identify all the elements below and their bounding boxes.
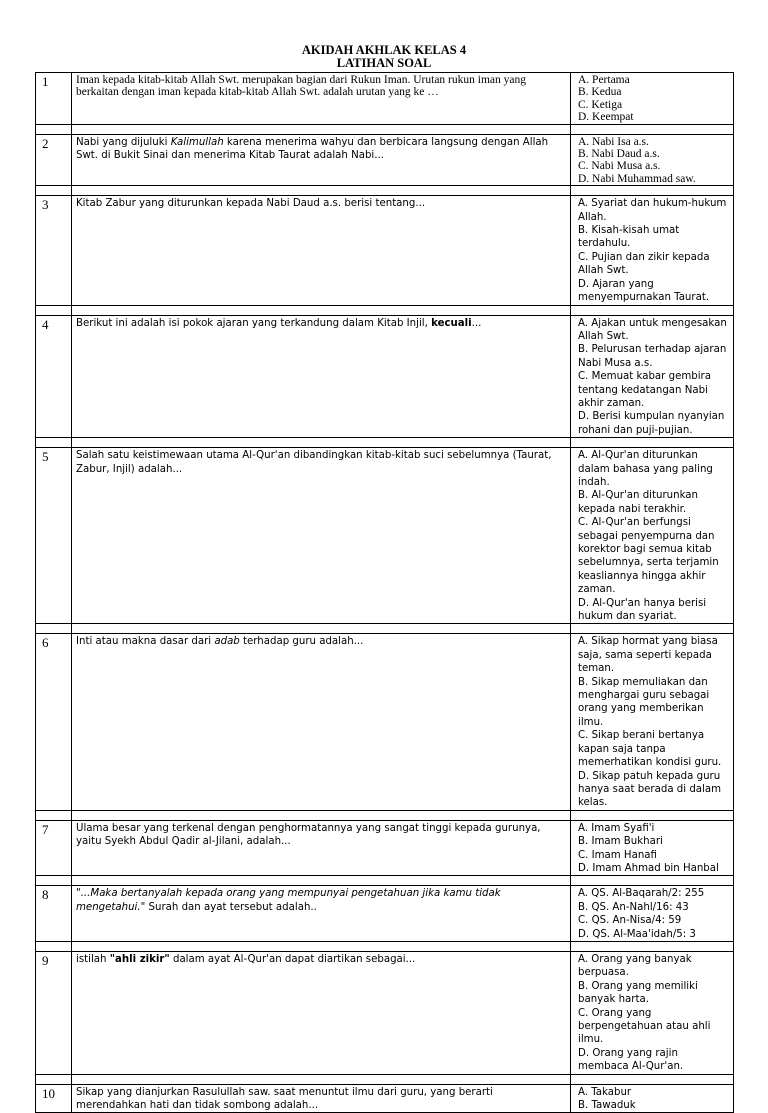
option-d: D. Berisi kumpulan nyanyian rohani dan puji-pujian. [578, 411, 725, 436]
answer-options [571, 196, 734, 305]
question-row-3 [36, 196, 734, 305]
answer-options [571, 134, 734, 186]
option-b: B. Tawaduk [578, 1100, 636, 1112]
answer-options [571, 820, 734, 876]
spacer-row [36, 1074, 734, 1084]
option-c: C. Orang yang berpengetahuan atau ahli ilmu. [578, 1007, 711, 1046]
question-row-4 [36, 315, 734, 438]
option-c: C. Memuat kabar gembira tentang kedatangan Nabi akhir zaman. [578, 371, 711, 409]
option-c: C. QS. An-Nisa/4: 59 [578, 915, 682, 927]
option-d: D. Sikap patuh kepada guru hanya saat berada di dalam kelas. [578, 770, 722, 809]
question-text: Ulama besar yang terkenal dengan penghormatannya yang sangat tinggi kepada gurunya, yaitu Syekh Abdul Qadir al-Jilani, adalah... [72, 820, 571, 876]
option-a: A. Nabi Isa a.s. [578, 135, 649, 148]
option-d: D. QS. Al-Maa'idah/5: 3 [578, 928, 696, 940]
option-a: A. Imam Syafi'i [578, 822, 655, 834]
option-c: C. Pujian dan zikir kepada Allah Swt. [578, 251, 710, 277]
question-text: Sikap yang dianjurkan Rasulullah saw. saat menuntut ilmu dari guru, yang berarti merendahkan hati dan tidak sombong adalah... [72, 1084, 571, 1113]
question-text-part: Inti atau makna dasar dari [76, 636, 215, 648]
option-c: C. Ketiga [578, 98, 623, 111]
question-row-1 [36, 73, 734, 125]
question-row-9 [36, 951, 734, 1074]
question-text-part: terhadap guru adalah... [239, 636, 364, 648]
option-c: C. Imam Hanafi [578, 849, 657, 861]
option-b: B. Pelurusan terhadap ajaran Nabi Musa a.s. [578, 344, 727, 369]
question-number: 2 [36, 134, 72, 186]
question-number: 4 [36, 315, 72, 438]
spacer-row [36, 305, 734, 315]
option-b: B. QS. An-Nahl/16: 43 [578, 901, 689, 913]
answer-options [571, 951, 734, 1074]
spacer-row [36, 810, 734, 820]
answer-options [571, 886, 734, 942]
question-text [72, 951, 571, 1074]
option-b: B. Nabi Daud a.s. [578, 148, 660, 161]
question-row-10 [36, 1084, 734, 1113]
option-a: A. Orang yang banyak berpuasa. [578, 953, 692, 979]
question-text-emphasis: kecuali [431, 317, 472, 329]
question-row-5 [36, 448, 734, 624]
option-a: A. Takabur [578, 1086, 632, 1098]
question-text-part: dalam ayat Al-Qur'an dapat diartikan sebagai... [169, 953, 416, 965]
spacer-row [36, 941, 734, 951]
question-text-part: Berikut ini adalah isi pokok ajaran yang terkandung dalam Kitab Injil, [76, 317, 432, 329]
question-number: 5 [36, 448, 72, 624]
document-subtitle: LATIHAN SOAL [336, 56, 432, 70]
option-b: B. Al-Qur'an diturunkan kepada nabi terakhir. [578, 490, 698, 515]
document-title: AKIDAH AKHLAK KELAS 4 [301, 43, 467, 57]
option-b: B. Sikap memuliakan dan menghargai guru sebagai orang yang memberikan ilmu. [578, 676, 710, 728]
question-text [72, 886, 571, 942]
question-text-emphasis: adab [214, 636, 240, 648]
question-number: 10 [36, 1084, 72, 1113]
question-text-part: istilah [76, 953, 110, 965]
option-c: C. Sikap berani bertanya kapan saja tanpa memerhatikan kondisi guru. [578, 730, 722, 769]
option-c: C. Al-Qur'an berfungsi sebagai penyempurna dan korektor bagi semua kitab sebelumnya, serta terjamin keasliannya hingga akhir zaman. [578, 517, 719, 596]
question-text [72, 634, 571, 810]
question-number: 3 [36, 196, 72, 305]
spacer-row [36, 876, 734, 886]
question-table [35, 72, 734, 1113]
question-text-emphasis: ...Maka bertanyalah kepada orang yang mempunyai pengetahuan jika kamu tidak mengetahui. [76, 888, 501, 913]
option-b: B. Orang yang memiliki banyak harta. [578, 980, 698, 1006]
option-b: B. Kedua [578, 86, 622, 99]
question-text-part: karena menerima wahyu dan berbicara langsung dengan Allah Swt. di Bukit Sinai dan menerima Kitab Taurat adalah Nabi... [76, 136, 549, 162]
answer-options [571, 315, 734, 438]
question-text: Salah satu keistimewaan utama Al-Qur'an dibandingkan kitab-kitab suci sebelumnya (Taurat, Zabur, Injil) adalah... [72, 448, 571, 624]
spacer-row [36, 186, 734, 196]
answer-options [571, 448, 734, 624]
option-d: D. Imam Ahmad bin Hanbal [578, 862, 719, 874]
answer-options [571, 634, 734, 810]
question-text-part: " [76, 888, 81, 900]
question-text-emphasis: Kalimullah [170, 136, 224, 148]
option-b: B. Imam Bukhari [578, 836, 663, 848]
question-text: Iman kepada kitab-kitab Allah Swt. merupakan bagian dari Rukun Iman. Urutan rukun iman yang berkaitan dengan iman kepada kitab-kitab Allah Swt. adalah urutan yang ke … [72, 73, 571, 125]
question-text [72, 134, 571, 186]
spacer-row [36, 624, 734, 634]
question-number: 9 [36, 951, 72, 1074]
question-text-part: ... [471, 317, 482, 329]
question-text-part: " Surah dan ayat tersebut adalah.. [140, 901, 317, 913]
option-a: A. Ajakan untuk mengesakan Allah Swt. [578, 317, 727, 342]
option-d: D. Nabi Muhammad saw. [578, 172, 696, 185]
option-a: A. QS. Al-Baqarah/2: 255 [578, 888, 705, 900]
option-c: C. Nabi Musa a.s. [578, 160, 661, 173]
question-row-7 [36, 820, 734, 876]
question-number: 1 [36, 73, 72, 125]
question-row-8 [36, 886, 734, 942]
spacer-row [36, 438, 734, 448]
answer-options [571, 1084, 734, 1113]
question-row-2 [36, 134, 734, 186]
option-a: A. Sikap hormat yang biasa saja, sama seperti kepada teman. [578, 636, 718, 675]
question-text [72, 315, 571, 438]
spacer-row [36, 124, 734, 134]
question-text-part: Nabi yang dijuluki [76, 136, 171, 148]
option-a: A. Pertama [578, 74, 630, 86]
option-a: A. Syariat dan hukum-hukum Allah. [578, 198, 727, 223]
question-text: Kitab Zabur yang diturunkan kepada Nabi Daud a.s. berisi tentang... [72, 196, 571, 305]
question-number: 8 [36, 886, 72, 942]
option-d: D. Al-Qur'an hanya berisi hukum dan syariat. [578, 597, 707, 623]
option-d: D. Ajaran yang menyempurnakan Taurat. [578, 278, 710, 304]
option-d: D. Keempat [578, 111, 634, 124]
option-d: D. Orang yang rajin membaca Al-Qur'an. [578, 1047, 684, 1073]
answer-options [571, 73, 734, 125]
question-number: 6 [36, 634, 72, 810]
option-a: A. Al-Qur'an diturunkan dalam bahasa yang paling indah. [578, 450, 713, 488]
question-number: 7 [36, 820, 72, 876]
option-b: B. Kisah-kisah umat terdahulu. [578, 225, 680, 250]
question-text-emphasis: "ahli zikir" [109, 953, 170, 965]
question-row-6 [36, 634, 734, 810]
